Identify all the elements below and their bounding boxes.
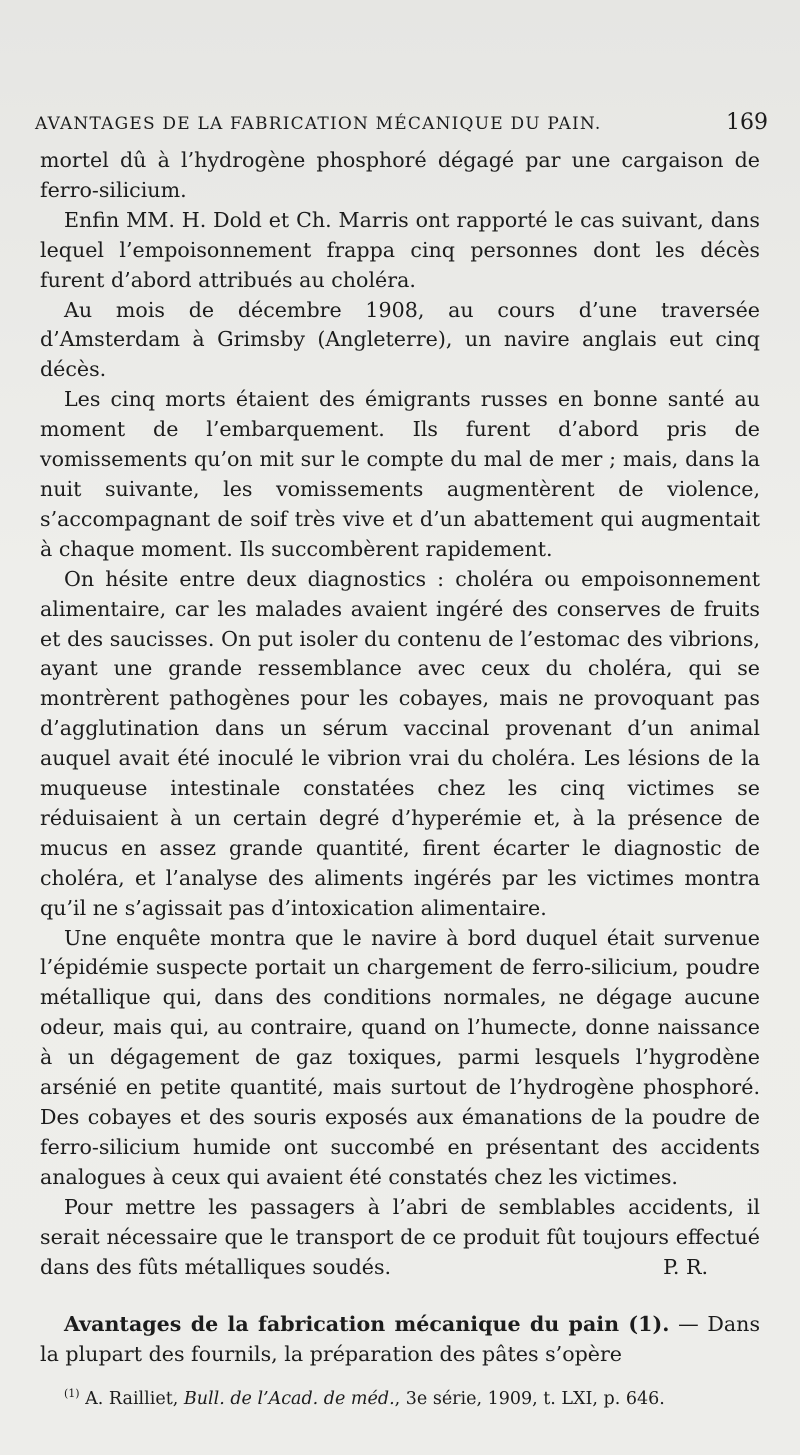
footnote-author: A. Railliet, (85, 1389, 179, 1410)
paragraph-recommendation (40, 1193, 760, 1283)
author-signature: P. R. (663, 1254, 708, 1279)
footnote-marker: (1) (64, 1387, 80, 1401)
footnote (40, 1382, 760, 1411)
paragraph-victims: Les cinq morts étaient des émigrants russes en bonne santé au moment de l’embarquement. Ils furent d’abord pris de vomissements qu’on mit sur le compte du mal de mer ; mais, dans la nuit suivante, les vomissements augmentèrent de violence, s’accompagnant de soif très vive et d’un abattement qui augmentait à chaque moment. Ils succombèrent rapidement. (40, 387, 760, 561)
section-dash: — (669, 1312, 699, 1337)
section-intro (40, 1310, 760, 1370)
running-head: AVANTAGES DE LA FABRICATION MÉCANIQUE DU PAIN. (35, 114, 602, 134)
paragraph-continuation: mortel dû à l’hydrogène phosphoré dégagé par une cargaison de ferro-silicium. (40, 148, 760, 202)
paragraph-voyage: Au mois de décembre 1908, au cours d’une traversée d’Amsterdam à Grimsby (Angleterre), un navire anglais eut cinq décès. (40, 297, 760, 382)
page-number: 169 (726, 110, 768, 135)
footnote-details: , 3e série, 1909, t. LXI, p. 646. (394, 1389, 665, 1410)
section-text: Dans la plupart des fournils, la préparation des pâtes s’opère (40, 1312, 761, 1367)
section-gap (40, 1282, 760, 1310)
page-header (35, 110, 768, 146)
recommendation-text: Pour mettre les passagers à l’abri de semblables accidents, il serait nécessaire que le transport de ce produit fût toujours effectué dans des fûts métalliques soudés. (40, 1194, 760, 1279)
body-text (40, 146, 760, 1370)
section-title: Avantages de la fabrication mécanique du pain (1). (64, 1312, 670, 1337)
paragraph-inquiry: Une enquête montra que le navire à bord duquel était survenue l’épidémie suspecte portait un chargement de ferro-silicium, poudre métallique qui, dans des conditions normales, ne dégage aucune odeur, mais qui, au contraire, quand on l’humecte, donne naissance à un dégagement de gaz toxiques, parmi lesquels l’hygrodène arsénié en petite quantité, mais surtout de l’hydrogène phosphoré. Des cobayes et des souris exposés aux émanations de la poudre de ferro-silicium humide ont succombé en présentant des accidents analogues à ceux qui avaient été constatés chez les victimes. (40, 925, 760, 1189)
paragraph-diagnosis: On hésite entre deux diagnostics : choléra ou empoisonnement alimentaire, car les malades avaient ingéré des conserves de fruits et des saucisses. On put isoler du contenu de l’estomac des vibrions, ayant une grande ressemblance avec ceux du choléra, qui se montrèrent pathogènes pour les cobayes, mais ne provoquant pas d’agglutination dans un sérum vaccinal provenant d’un animal auquel avait été inoculé le vibrion vrai du choléra. Les lésions de la muqueuse intestinale constatées chez les cinq victimes se réduisaient à un certain degré d’hyperémie et, à la présence de mucus en assez grande quantité, firent écarter le diagnostic de choléra, et l’analyse des aliments ingérés par les victimes montra qu’il ne s’agissait pas d’intoxication alimentaire. (40, 566, 760, 920)
paragraph-dold-marris: Enfin MM. H. Dold et Ch. Marris ont rapporté le cas suivant, dans lequel l’empoisonnement frappa cinq personnes dont les décès furent d’abord attribués au choléra. (40, 207, 760, 292)
footnote-journal: Bull. de l’Acad. de méd. (183, 1389, 395, 1410)
